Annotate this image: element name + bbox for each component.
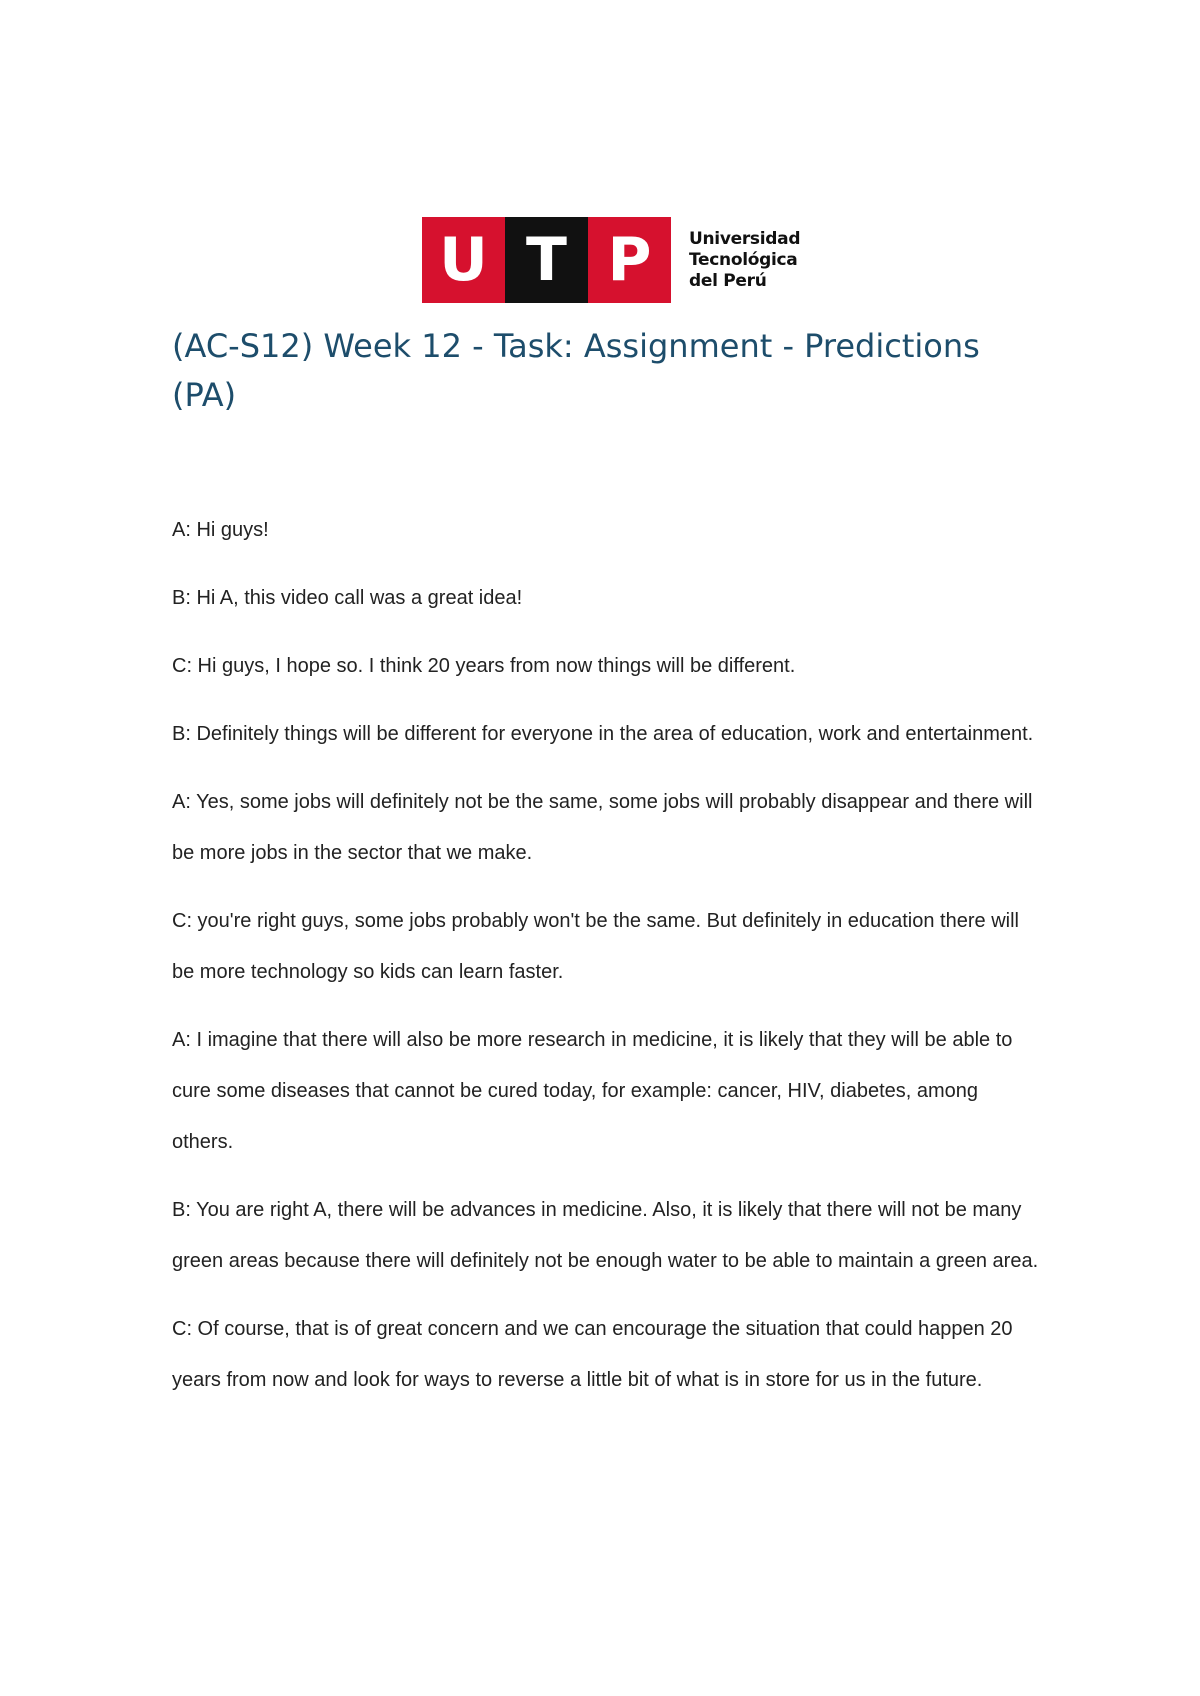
document-title: (AC-S12) Week 12 - Task: Assignment - Predictions (PA) [172, 327, 980, 414]
logo-text-line: Universidad [689, 228, 801, 249]
logo-wordmark [689, 229, 800, 292]
dialogue-body [172, 505, 1042, 1423]
dialogue-line: C: Hi guys, I hope so. I think 20 years from now things will be different. [172, 655, 796, 677]
dialogue-line: C: you're right guys, some jobs probably won't be the same. But definitely in education there will be more technology so kids can learn faster. [172, 910, 1019, 983]
logo-letter-u: U [422, 217, 505, 303]
dialogue-line: C: Of course, that is of great concern and we can encourage the situation that could happen 20 years from now and look for ways to reverse a little bit of what is in store for us in the future. [172, 1318, 1013, 1391]
dialogue-line: B: Definitely things will be different for everyone in the area of education, work and entertainment. [172, 723, 1034, 745]
logo-letter-p: P [588, 217, 671, 303]
dialogue-line: A: Hi guys! [172, 519, 269, 541]
dialogue-line: A: Yes, some jobs will definitely not be the same, some jobs will probably disappear and there will be more jobs in the sector that we make. [172, 791, 1033, 864]
utp-logo [422, 217, 800, 303]
dialogue-line: B: You are right A, there will be advances in medicine. Also, it is likely that there will not be many green areas because there will definitely not be enough water to be able to maintain a green area. [172, 1199, 1039, 1272]
logo-text-line: del Perú [689, 270, 767, 291]
dialogue-line: B: Hi A, this video call was a great idea! [172, 587, 523, 609]
logo-letter-t: T [505, 217, 588, 303]
dialogue-line: A: I imagine that there will also be more research in medicine, it is likely that they will be able to cure some diseases that cannot be cured today, for example: cancer, HIV, diabetes, among others. [172, 1029, 1013, 1153]
logo-text-line: Tecnológica [689, 249, 798, 270]
